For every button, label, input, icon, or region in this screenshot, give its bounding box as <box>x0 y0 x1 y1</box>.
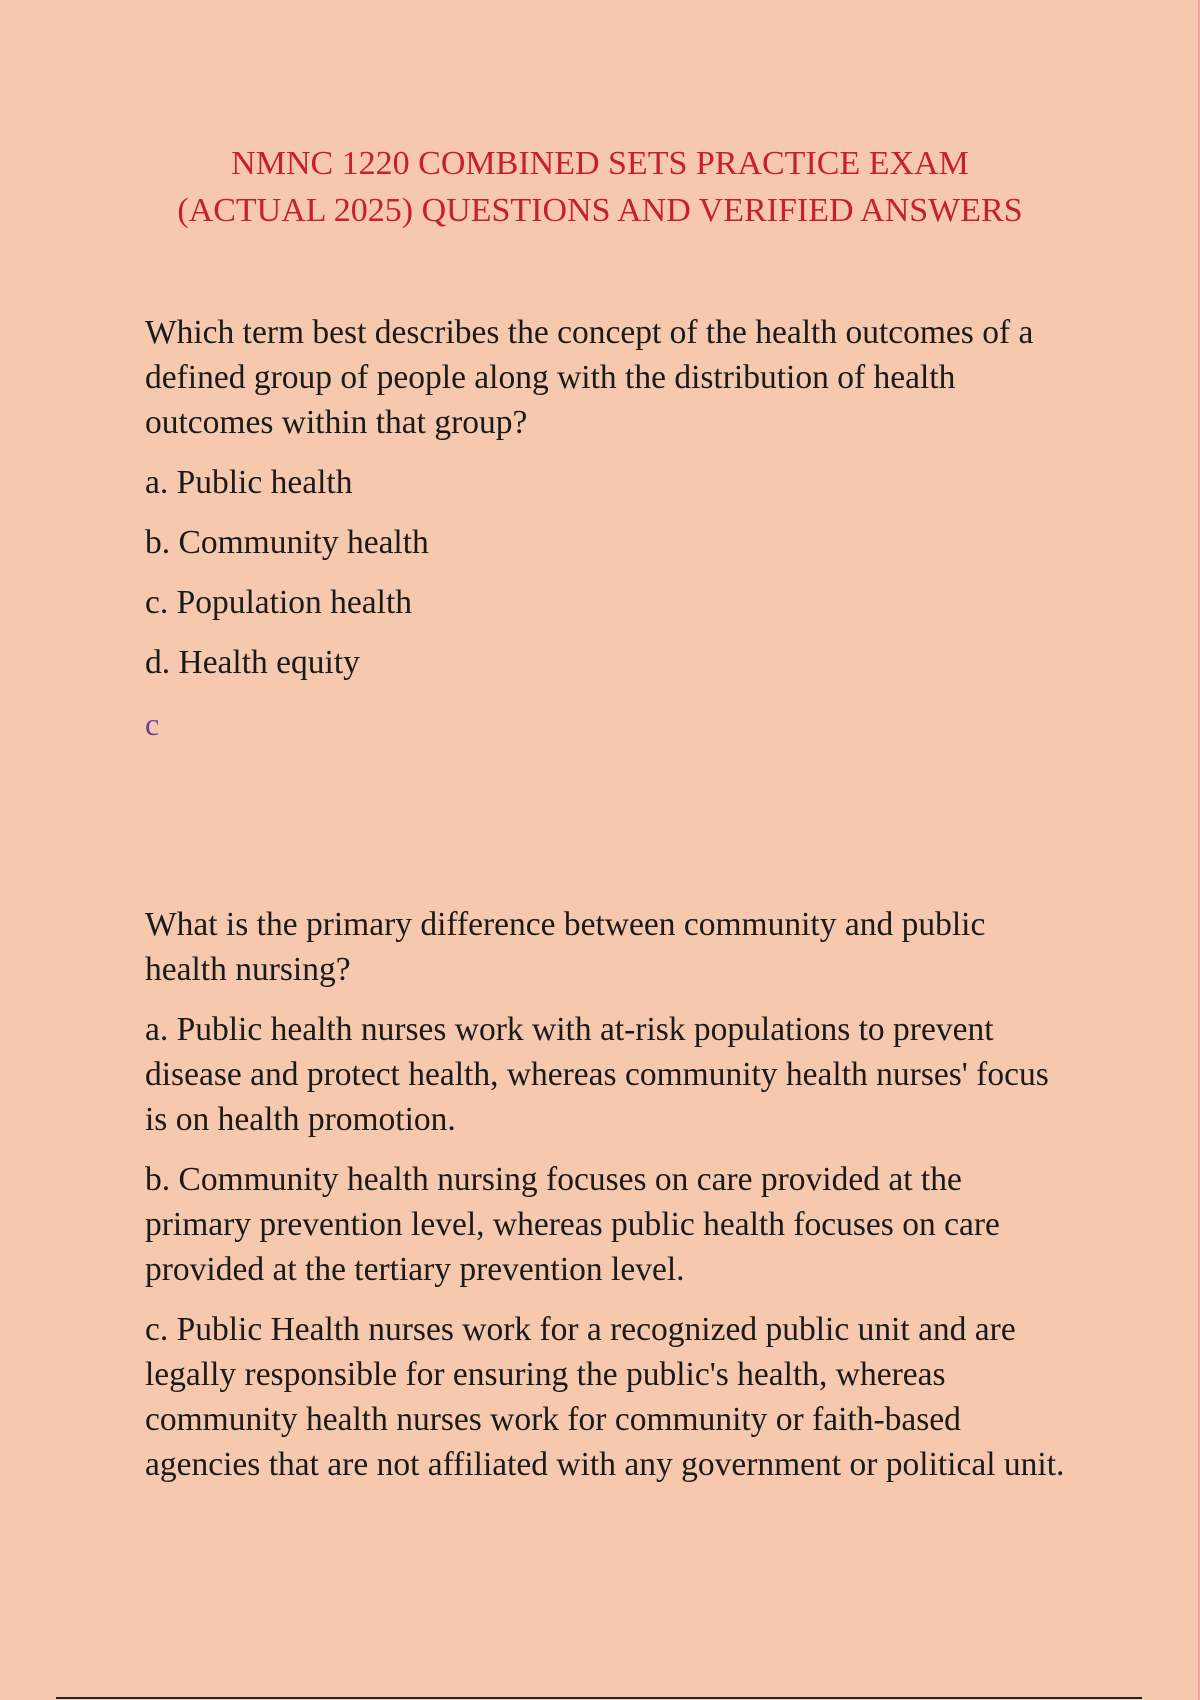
answer-key: c <box>145 706 160 742</box>
option-a: a. Public health nurses work with at-risk populations to prevent disease and protect health, whereas community health nurses' focus is on health promotion. <box>145 1011 1049 1138</box>
page-content <box>145 140 1065 1487</box>
page-bottom-divider <box>56 1697 1142 1699</box>
question-block-1 <box>145 310 1065 747</box>
option-d: d. Health equity <box>145 644 360 681</box>
question-text: Which term best describes the concept of the health outcomes of a defined group of people along with the distribution of health outcomes within that group? <box>145 314 1034 441</box>
document-title <box>145 140 1055 234</box>
option-a: a. Public health <box>145 464 353 501</box>
option-c: c. Public Health nurses work for a recognized public unit and are legally responsible for ensuring the public's health, whereas community health nurses work for community or faith-based agencies that are not affiliated with any government or political unit. <box>145 1311 1065 1483</box>
title-line-2: (ACTUAL 2025) QUESTIONS AND VERIFIED ANSWERS <box>177 192 1023 229</box>
option-c: c. Population health <box>145 584 413 621</box>
question-block-2 <box>145 902 1065 1487</box>
question-text: What is the primary difference between community and public health nursing? <box>145 906 986 988</box>
option-b: b. Community health <box>145 524 429 561</box>
option-b: b. Community health nursing focuses on care provided at the primary prevention level, whereas public health focuses on care provided at the tertiary prevention level. <box>145 1161 1000 1288</box>
title-line-1: NMNC 1220 COMBINED SETS PRACTICE EXAM <box>231 145 969 182</box>
